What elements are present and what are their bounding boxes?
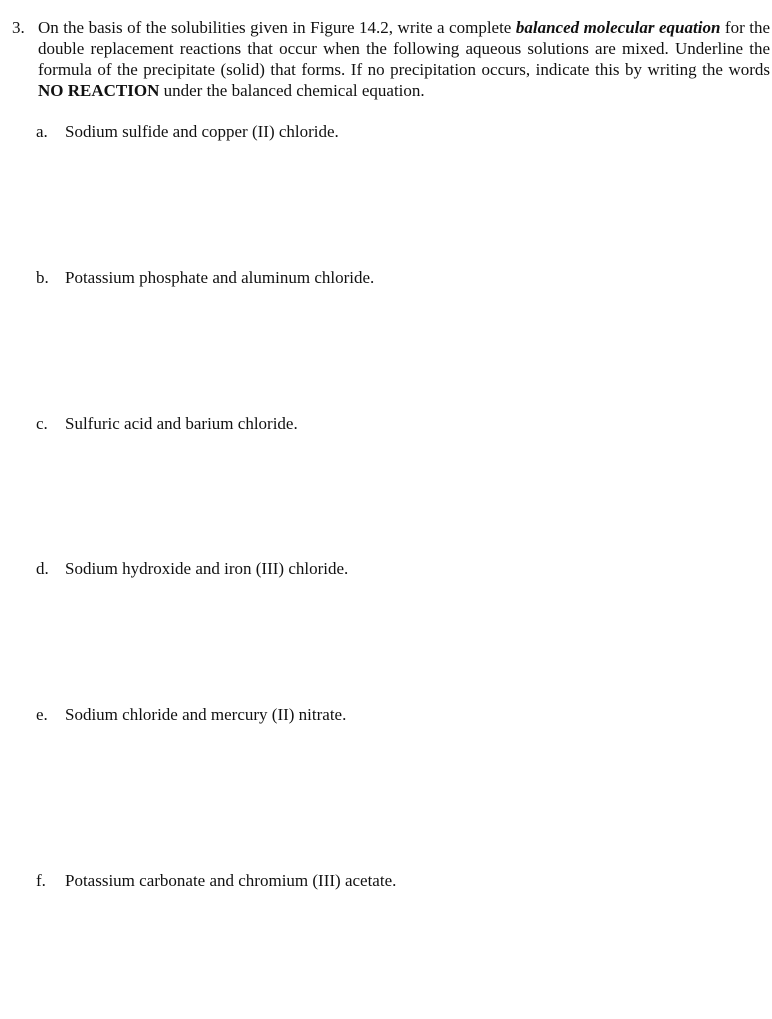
item-d <box>36 558 348 579</box>
item-text: Sodium chloride and mercury (II) nitrate. <box>65 705 347 724</box>
item-letter: e. <box>36 705 48 724</box>
item-b <box>36 267 374 288</box>
prompt-text-part2: for the double replacement reactions that occur when the following aqueous solutions are mixed. Underline the formula of the precipitate (solid) that forms. If no precipitation occurs, indicate this by writing the words <box>38 18 771 79</box>
item-text: Sodium hydroxide and iron (III) chloride. <box>65 559 349 578</box>
item-letter: a. <box>36 122 48 141</box>
question-prompt <box>38 17 770 101</box>
item-text: Potassium carbonate and chromium (III) acetate. <box>65 871 397 890</box>
item-text: Sulfuric acid and barium chloride. <box>65 414 298 433</box>
prompt-emphasis-text: balanced molecular equation <box>515 18 721 37</box>
item-letter: f. <box>36 871 46 890</box>
item-f <box>36 870 396 891</box>
item-letter: c. <box>36 414 48 433</box>
prompt-text-part3: under the balanced chemical equation. <box>159 81 425 100</box>
item-letter: b. <box>36 268 49 287</box>
item-text: Potassium phosphate and aluminum chloride. <box>65 268 375 287</box>
prompt-text-part1: On the basis of the solubilities given in Figure 14.2, write a complete <box>38 18 516 37</box>
item-letter: d. <box>36 559 49 578</box>
item-a <box>36 121 339 142</box>
question-number: 3. <box>12 18 25 37</box>
item-c <box>36 413 298 434</box>
prompt-bold-text: NO REACTION <box>38 81 160 100</box>
item-e <box>36 704 346 725</box>
item-text: Sodium sulfide and copper (II) chloride. <box>65 122 339 141</box>
